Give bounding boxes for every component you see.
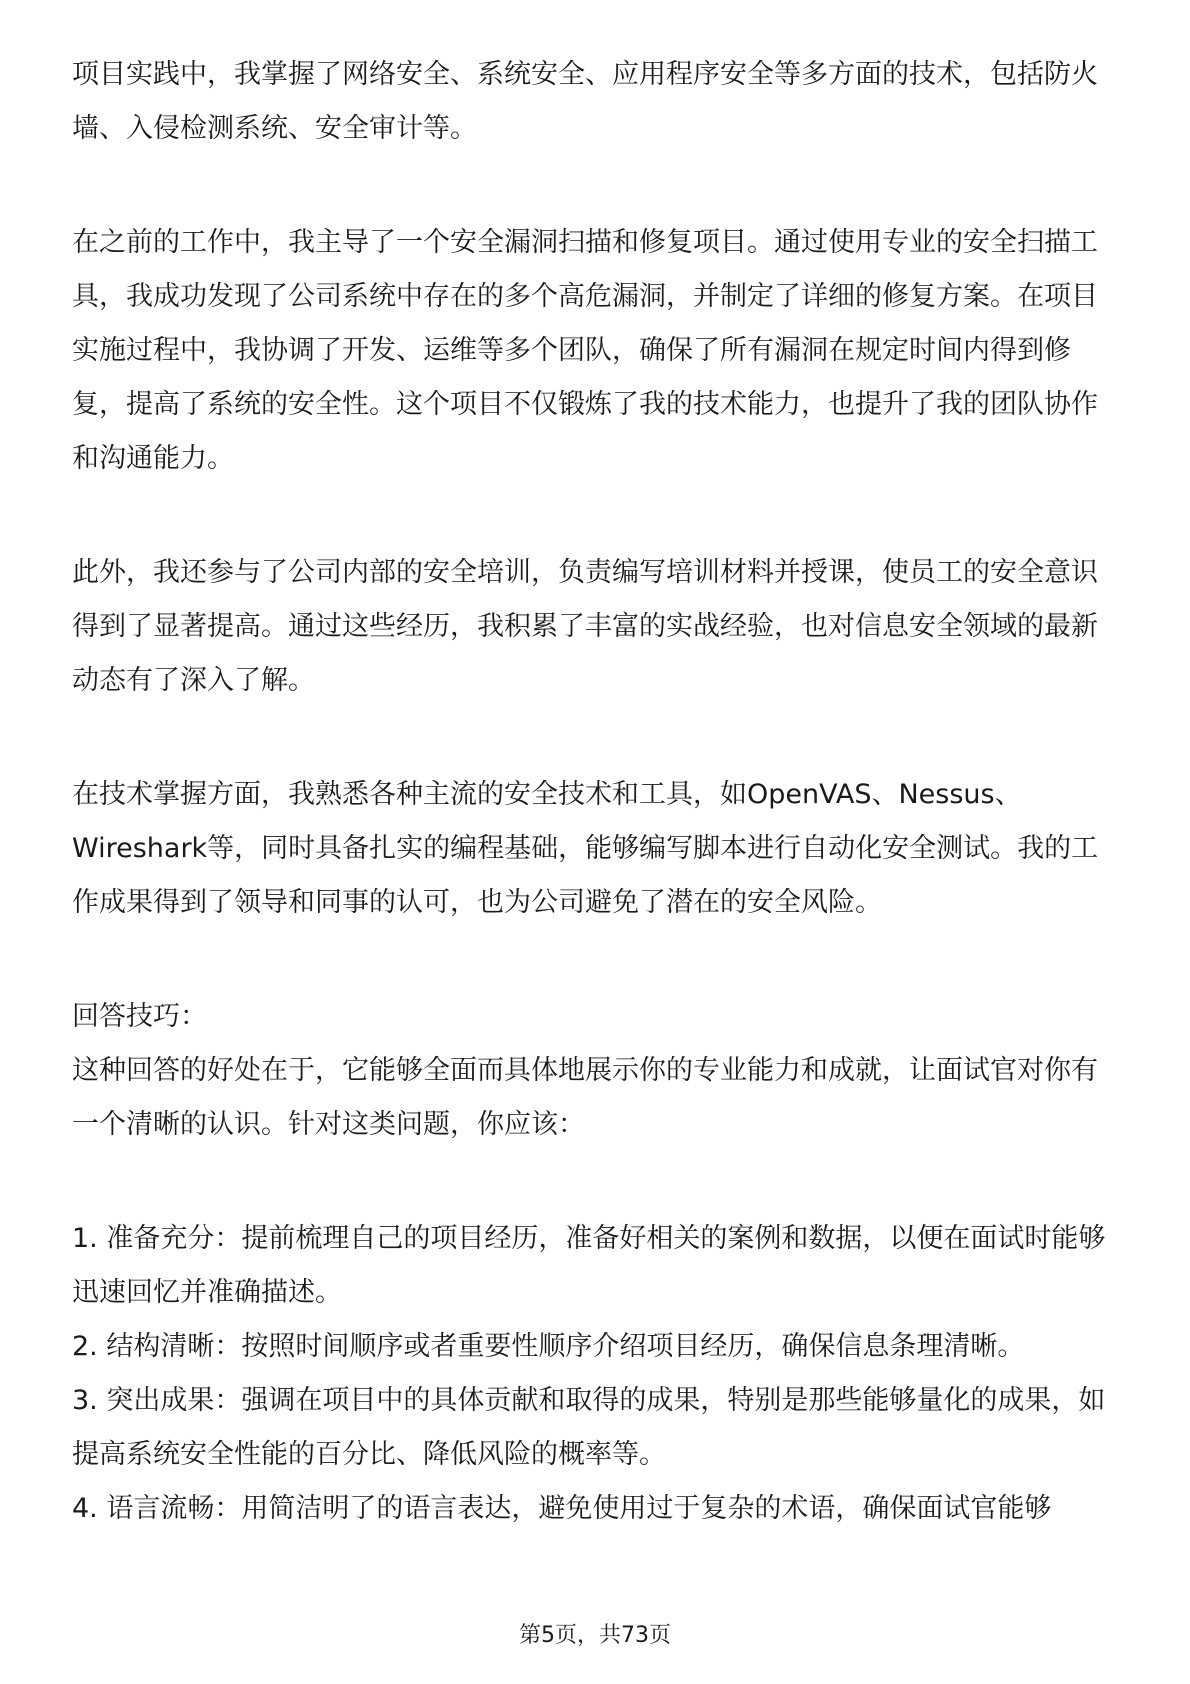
tips-intro: 这种回答的好处在于，它能够全面而具体地展示你的专业能力和成就，让面试官对你有一个清晰的认识。针对这类问题，你应该： <box>72 1055 1098 1140</box>
page-number: 第5页，共73页 <box>519 1623 671 1648</box>
paragraph-4: 在技术掌握方面，我熟悉各种主流的安全技术和工具，如OpenVAS、Nessus、Wireshark等，同时具备扎实的编程基础，能够编写脚本进行自动化安全测试。我的工作成果得到了领导和同事的认可，也为公司避免了潜在的安全风险。 <box>72 779 1099 918</box>
tip-item-2: 2. 结构清晰：按照时间顺序或者重要性顺序介绍项目经历，确保信息条理清晰。 <box>72 1331 1025 1362</box>
tip-item-1: 1. 准备充分：提前梳理自己的项目经历，准备好相关的案例和数据，以便在面试时能够迅速回忆并准确描述。 <box>72 1223 1106 1308</box>
paragraph-3: 此外，我还参与了公司内部的安全培训，负责编写培训材料并授课，使员工的安全意识得到了显著提高。通过这些经历，我积累了丰富的实战经验，也对信息安全领域的最新动态有了深入了解。 <box>72 557 1098 696</box>
paragraph-2: 在之前的工作中，我主导了一个安全漏洞扫描和修复项目。通过使用专业的安全扫描工具，我成功发现了公司系统中存在的多个高危漏洞，并制定了详细的修复方案。在项目实施过程中，我协调了开发、运维等多个团队，确保了所有漏洞在规定时间内得到修复，提高了系统的安全性。这个项目不仅锻炼了我的技术能力，也提升了我的团队协作和沟通能力。 <box>72 227 1098 474</box>
paragraph-1: 项目实践中，我掌握了网络安全、系统安全、应用程序安全等多方面的技术，包括防火墙、入侵检测系统、安全审计等。 <box>72 59 1098 144</box>
tip-item-4: 4. 语言流畅：用简洁明了的语言表达，避免使用过于复杂的术语，确保面试官能够 <box>72 1493 1052 1524</box>
main-content <box>72 48 1122 1536</box>
tips-heading: 回答技巧： <box>72 1001 207 1032</box>
tip-item-3: 3. 突出成果：强调在项目中的具体贡献和取得的成果，特别是那些能够量化的成果，如提高系统安全性能的百分比、降低风险的概率等。 <box>72 1385 1106 1470</box>
